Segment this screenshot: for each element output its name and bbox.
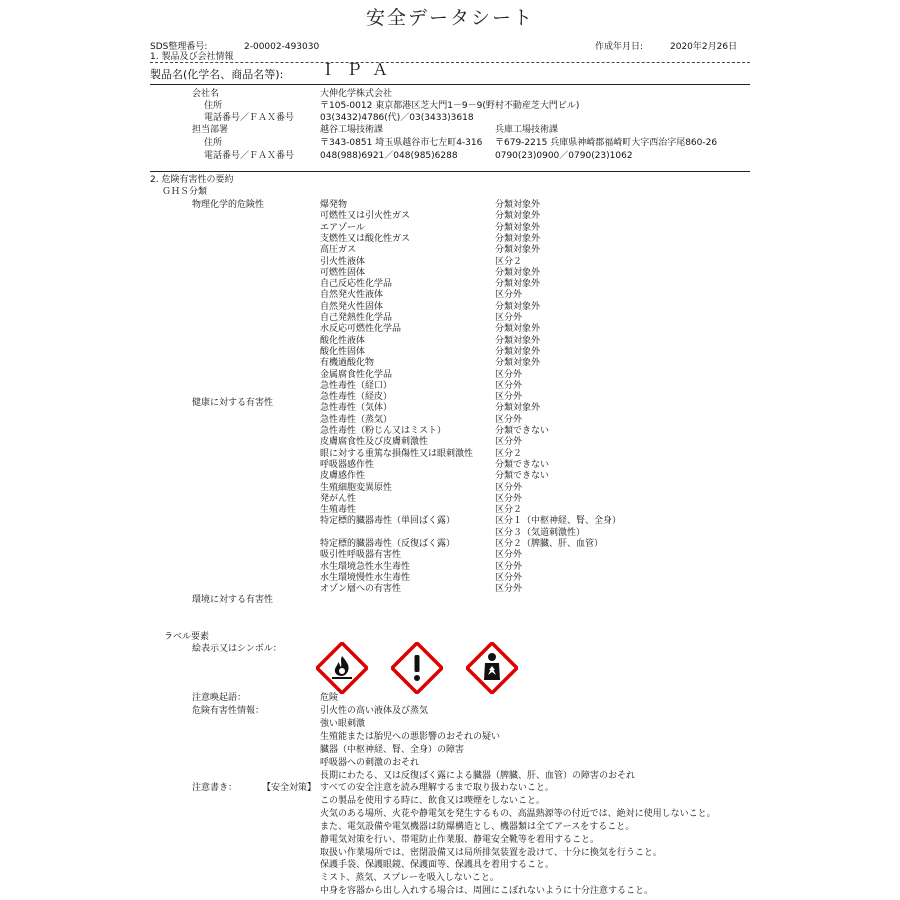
- ghs-item-name: 可燃性固体: [320, 267, 366, 278]
- ghs-item-value: 区分外: [495, 290, 523, 301]
- flame-icon: [316, 642, 368, 694]
- address2-label: 住所: [204, 138, 223, 148]
- ghs-label: ＧＨＳ分類: [162, 187, 208, 197]
- statement-line: 引火性の高い液体及び蒸気: [320, 706, 429, 716]
- precaution-label: 注意書き：: [192, 783, 238, 793]
- ghs-item-value: 区分２: [495, 256, 523, 267]
- ghs-item-value: 区分２（脾臓、肝、血管）: [495, 539, 604, 549]
- phone2-label: 電話番号／ＦＡＸ番号: [204, 151, 295, 161]
- ghs-item-name: 金属腐食性化学品: [320, 369, 393, 380]
- statement-line: 強い眼刺激: [320, 718, 366, 729]
- ghs-item-value: 分類対象外: [495, 335, 541, 346]
- ghs-item-value: 分類できない: [495, 426, 550, 436]
- ghs-item-name: 酸化性液体: [320, 335, 366, 346]
- statement-line: 生殖能または胎児への悪影響のおそれの疑い: [320, 731, 501, 742]
- ghs-item-value: 分類対象外: [495, 403, 541, 414]
- ghs-item-name: 特定標的臓器毒性（単回ばく露）: [320, 516, 456, 527]
- statement-line: 取扱い作業場所では、密閉設備又は局所排気装置を設けて、十分に換気を行うこと。: [320, 847, 662, 858]
- dept2-address: 〒679-2215 兵庫県神崎郡福崎町大字西治字尾860-26: [495, 138, 718, 148]
- ghs-item-name: 生殖細胞変異原性: [320, 482, 393, 493]
- section2-heading: 2. 危険有害性の要約: [150, 175, 234, 185]
- ghs-item-name: 皮膚腐食性及び皮膚刺激性: [320, 437, 429, 448]
- ghs-item-value: 区分外: [495, 380, 523, 391]
- hazard-statements: [320, 705, 635, 782]
- ghs-item-name: 急性毒性（粉じん又はミスト）: [320, 426, 447, 436]
- ghs-item-name: 自然発火性液体: [320, 290, 384, 301]
- ghs-item-value: 分類できない: [495, 471, 550, 482]
- ghs-item-value: 区分２: [495, 448, 523, 459]
- product-name: ＩＰＡ: [320, 60, 399, 79]
- ghs-item-name: 呼吸器感作性: [320, 459, 375, 470]
- ghs-item-value: 分類できない: [495, 459, 550, 470]
- env-hazard-label: 環境に対する有害性: [192, 595, 274, 605]
- ghs-item-value: 区分外: [495, 561, 523, 572]
- product-label: 製品名(化学名、商品名等):: [150, 68, 284, 81]
- statement-line: 保護手袋、保護眼鏡、保護面等、保護具を着用すること。: [320, 860, 555, 871]
- ghs-item-value: 分類対象外: [495, 233, 541, 244]
- date-label: 作成年月日:: [595, 42, 644, 52]
- divider: [150, 171, 750, 172]
- ghs-item-value: 区分外: [495, 482, 523, 493]
- health-hazard-label: 健康に対する有害性: [192, 398, 274, 408]
- ghs-item-value: 分類対象外: [495, 200, 541, 210]
- ghs-item-name: 急性毒性（気体）: [320, 403, 393, 414]
- address-label: 住所: [204, 101, 223, 111]
- ghs-item-name: 自己発熱性化学品: [320, 313, 393, 323]
- statement-line: 中身を容器から出し入れする場合は、周囲にこぼれないように十分注意すること。: [320, 886, 654, 897]
- exclamation-icon: [391, 642, 443, 694]
- ghs-item-value: 区分２: [495, 505, 523, 516]
- ghs-item-name: 自己反応性化学品: [320, 279, 393, 290]
- company-address: 〒105-0012 東京都港区芝大門1－9－9(野村不動産芝大門ビル): [320, 101, 580, 111]
- ghs-item-name: 急性毒性（蒸気）: [320, 414, 393, 425]
- hazard-statements-label: 危険有害性情報：: [192, 706, 265, 716]
- statement-line: 静電気対策を行い、帯電防止作業服、静電安全靴等を着用すること。: [320, 834, 600, 845]
- dept-label: 担当部署: [192, 125, 229, 135]
- ghs-item-value: 分類対象外: [495, 358, 541, 369]
- signal-word: 危険: [320, 693, 339, 703]
- signal-word-label: 注意喚起語：: [192, 693, 247, 703]
- ghs-item-name: 急性毒性（経口）: [320, 380, 393, 391]
- ghs-item-name: 水生環境慢性水生毒性: [320, 572, 411, 583]
- statement-line: 長期にわたる、又は反復ばく露による臓器（脾臓、肝、血管）の障害のおそれ: [320, 770, 636, 781]
- ghs-item-value: 区分３（気道刺激性）: [495, 527, 586, 538]
- ghs-item-name: オゾン層への有害性: [320, 584, 402, 595]
- statement-line: また、電気設備や電気機器は防爆構造とし、機器類は全てアースをすること。: [320, 821, 635, 832]
- phone-label: 電話番号／ＦＡＸ番号: [204, 113, 295, 123]
- ghs-item-value: 区分外: [495, 392, 523, 403]
- statement-line: 臓器（中枢神経、腎、全身）の障害: [320, 744, 465, 755]
- divider: [150, 84, 750, 85]
- sds-label: SDS整理番号:: [150, 42, 208, 52]
- divider: [150, 62, 750, 63]
- ghs-item-value: 分類対象外: [495, 267, 541, 278]
- symbol-label: 絵表示又はシンボル：: [192, 644, 282, 654]
- statement-line: この製品を使用する時に、飲食又は喫煙をしないこと。: [320, 795, 546, 806]
- section1-heading: 1. 製品及び会社情報: [150, 52, 234, 62]
- statement-line: ミスト、蒸気、スプレーを吸入しないこと。: [320, 873, 499, 884]
- ghs-item-value: 分類対象外: [495, 324, 541, 335]
- ghs-item-name: 急性毒性（経皮）: [320, 392, 393, 403]
- ghs-item-value: 分類対象外: [495, 279, 541, 290]
- health-hazard-icon: [466, 642, 518, 694]
- ghs-item-name: 可燃性又は引火性ガス: [320, 211, 411, 222]
- physical-hazard-label: 物理化学的危険性: [192, 200, 265, 210]
- ghs-item-name: 水生環境急性水生毒性: [320, 561, 411, 572]
- ghs-item-value: 分類対象外: [495, 301, 541, 312]
- ghs-item-name: 吸引性呼吸器有害性: [320, 550, 402, 561]
- ghs-item-name: 爆発物: [320, 200, 348, 210]
- ghs-item-value: 分類対象外: [495, 211, 541, 222]
- dept1-phone: 048(988)6921／048(985)6288: [320, 151, 458, 161]
- ghs-item-name: 引火性液体: [320, 256, 366, 267]
- ghs-item-name: 皮膚感作性: [320, 471, 366, 482]
- sds-number: 2-00002-493030: [244, 42, 320, 52]
- ghs-item-name: 眼に対する重篤な損傷性又は眼刺激性: [320, 448, 474, 459]
- ghs-item-name: エアゾール: [320, 222, 365, 233]
- ghs-item-value: 区分外: [495, 414, 523, 425]
- company-name: 大伸化学株式会社: [320, 89, 393, 99]
- document-title: 安全データシート: [365, 7, 534, 29]
- company-phone: 03(3432)4786(代)／03(3433)3618: [320, 113, 474, 123]
- precaution-tag: 【安全対策】: [262, 783, 317, 793]
- statement-line: 火気のある場所、火花や静電気を発生するもの、高温熱源等の付近では、絶対に使用しないこと。: [320, 808, 716, 819]
- ghs-item-value: 区分外: [495, 584, 523, 595]
- precaution-statements: [320, 782, 716, 898]
- label-heading: ラベル要素: [164, 632, 210, 642]
- ghs-item-name: 水反応可燃性化学品: [320, 324, 402, 335]
- ghs-item-value: 区分外: [495, 493, 523, 504]
- ghs-item-name: 発がん性: [320, 493, 357, 504]
- ghs-item-name: 高圧ガス: [320, 245, 357, 256]
- dept2-phone: 0790(23)0900／0790(23)1062: [495, 151, 633, 161]
- ghs-item-name: 生殖毒性: [320, 505, 357, 516]
- ghs-item-value: 区分外: [495, 369, 523, 380]
- company-label: 会社名: [192, 89, 220, 99]
- dept1-name: 越谷工場技術課: [320, 125, 384, 135]
- date-value: 2020年2月26日: [670, 42, 738, 52]
- statement-line: すべての安全注意を読み理解するまで取り扱わないこと。: [320, 783, 554, 793]
- ghs-item-name: 特定標的臓器毒性（反復ばく露）: [320, 539, 456, 549]
- ghs-item-name: 酸化性固体: [320, 346, 366, 357]
- ghs-item-value: 分類対象外: [495, 346, 541, 357]
- dept1-address: 〒343-0851 埼玉県越谷市七左町4-316: [320, 138, 483, 148]
- ghs-item-value: 分類対象外: [495, 245, 541, 256]
- statement-line: 呼吸器への刺激のおそれ: [320, 757, 420, 768]
- ghs-item-value: 区分外: [495, 313, 523, 323]
- ghs-item-value: 区分外: [495, 437, 523, 448]
- ghs-item-value: 区分１（中枢神経、腎、全身）: [495, 516, 622, 527]
- ghs-item-name: 支燃性又は酸化性ガス: [320, 233, 411, 244]
- ghs-item-name: 有機過酸化物: [320, 358, 375, 369]
- ghs-item-value: 分類対象外: [495, 222, 541, 233]
- ghs-item-value: 区分外: [495, 572, 523, 583]
- ghs-item-value: 区分外: [495, 550, 523, 561]
- dept2-name: 兵庫工場技術課: [495, 125, 559, 135]
- ghs-item-name: 自然発火性固体: [320, 301, 384, 312]
